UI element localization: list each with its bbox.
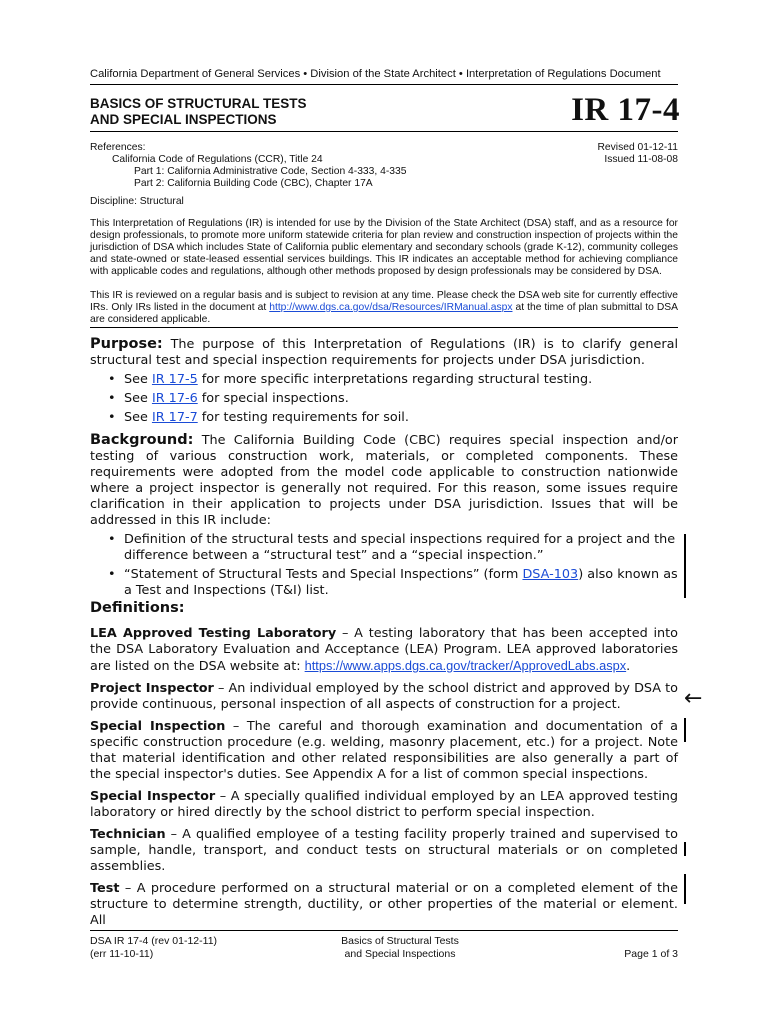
purpose-bullet: • See IR 17-5 for more specific interpretations regarding structural testing. [90,372,678,388]
definitions-heading: Definitions: [90,600,185,616]
revision-bar [684,534,686,598]
definition-lea: LEA Approved Testing Laboratory – A testing laboratory that has been accepted into the DSA Laboratory Evaluation and Acceptance (LEA) Program. LEA approved laboratories are listed on the DSA website at: https://www.apps.dgs.ca.gov/tracker/ApprovedLabs.aspx. [90,626,678,674]
purpose-bullet: • See IR 17-7 for testing requirements for soil. [90,410,678,426]
reference-part1: Part 1: California Administrative Code, Section 4-333, 4-335 [134,166,407,177]
background-label: Background: [90,432,194,448]
definition-technician: Technician – A qualified employee of a testing facility properly trained and supervised to sample, handle, transport, and conduct tests on structural materials or on completed assemblies. [90,827,678,874]
footer-err: (err 11-10-11) [90,948,154,960]
revision-dates [597,142,678,166]
references-block [90,142,406,208]
reference-part2: Part 2: California Building Code (CBC), Chapter 17A [134,178,373,189]
document-title [90,96,307,127]
title-rule [90,131,678,132]
review-paragraph [90,290,678,326]
discipline: Discipline: Structural [90,196,184,207]
footer-doc-info [90,935,217,961]
reference-ccr: California Code of Regulations (CCR), Title 24 [112,154,323,165]
review-text-after: at the time of plan submittal to DSA are considered applicable. [90,302,678,325]
revision-bar [684,718,686,742]
ir-17-6-link[interactable]: IR 17-6 [151,391,198,406]
purpose-section [90,336,678,426]
page-number: Page 1 of 3 [624,948,678,960]
definition-term: Technician [90,827,166,842]
definition-term: Special Inspector [90,789,216,804]
definition-test: Test – A procedure performed on a structural material or on a completed element of the structure to determine strength, ductility, or other properties of the material or element. All [90,881,678,928]
intro-rule [90,327,678,328]
definitions-list [90,626,678,929]
definition-project-inspector: Project Inspector – An individual employed by the school district and approved by DSA to provide continuous, personal inspection of all aspects of construction for a project. [90,681,678,712]
revision-bar [684,842,686,856]
definition-term: Project Inspector [90,681,214,696]
ir-17-7-link[interactable]: IR 17-7 [151,410,198,425]
purpose-bullet: • See IR 17-6 for special inspections. [90,391,678,407]
dsa-103-link[interactable]: DSA-103 [522,567,579,582]
footer-title: Basics of Structural Tests and Special Inspections [341,935,459,960]
left-arrow-icon: ← [684,686,703,711]
ir-17-5-link[interactable]: IR 17-5 [151,372,198,387]
definition-term: Test [90,881,120,896]
footer-doc-id: DSA IR 17-4 (rev 01-12-11) [90,935,218,947]
revision-bar [684,874,686,904]
title-line-2: AND SPECIAL INSPECTIONS [90,111,277,127]
background-bullet-form: • “Statement of Structural Tests and Special Inspections” (form DSA-103) also known as a Test and Inspections (T&I) list. [90,567,678,599]
definition-term: Special Inspection [90,719,226,734]
header-rule [90,84,678,85]
intro-paragraph: This Interpretation of Regulations (IR) is intended for use by the Division of the State Architect (DSA) staff, and as a resource for design professionals, to promote more uniform statewide criteria for plan review and construction inspection of projects within the jurisdiction of DSA which includes State of California public elementary and secondary schools (grade K-12), community colleges and state-owned or state-leased essential services buildings. This IR indicates an acceptable method for achieving compliance with applicable codes and regulations, although other methods proposed by design professionals may be considered by DSA. [90,218,678,277]
purpose-text: The purpose of this Interpretation of Regulations (IR) is to clarify general structural test and special inspection requirements for projects under DSA jurisdiction. [90,337,678,368]
footer-rule [90,930,678,931]
revised-date: Revised 01-12-11 [597,142,678,153]
definition-special-inspection: Special Inspection – The careful and thorough examination and documentation of a specific construction procedure (e.g. welding, masonry placement, etc.) for a project. Note that material identification and other related responsibilities are also generally a part of the special inspector's duties. See Appendix A for a list of common special inspections. [90,719,678,782]
review-text-before: This IR is reviewed on a regular basis and is subject to revision at any time. Please check the DSA web site for currently effective IRs. Only IRs listed in the document at [90,290,678,313]
approved-labs-link[interactable]: https://www.apps.dgs.ca.gov/tracker/ApprovedLabs.aspx [304,658,627,673]
background-section [90,432,678,599]
background-text: The California Building Code (CBC) requires special inspection and/or testing of various construction work, materials, or completed components. These requirements were adopted from the model code applicable to construction nationwide where a project inspector is generally not required. For this reason, some issues require clarification in their application to projects under DSA jurisdiction. Issues that will be addressed in this IR include: [90,433,678,528]
issued-date: Issued 11-08-08 [604,154,678,165]
definition-term: LEA Approved Testing Laboratory [90,626,337,641]
purpose-label: Purpose: [90,336,163,352]
document-header: California Department of General Services • Division of the State Architect • Interpretation of Regulations Document [90,68,661,80]
background-bullet-definitions: • Definition of the structural tests and special inspections required for a project and the difference between a “structural test” and a “special inspection.” [90,532,678,564]
ir-number: IR 17-4 [571,92,680,128]
references-label: References: [90,142,146,153]
definition-special-inspector: Special Inspector – A specially qualified individual employed by an LEA approved testing laboratory or hired directly by the school district to perform special inspection. [90,789,679,820]
ir-manual-link[interactable]: http://www.dgs.ca.gov/dsa/Resources/IRManual.aspx [269,302,513,313]
title-line-1: BASICS OF STRUCTURAL TESTS [90,96,307,111]
